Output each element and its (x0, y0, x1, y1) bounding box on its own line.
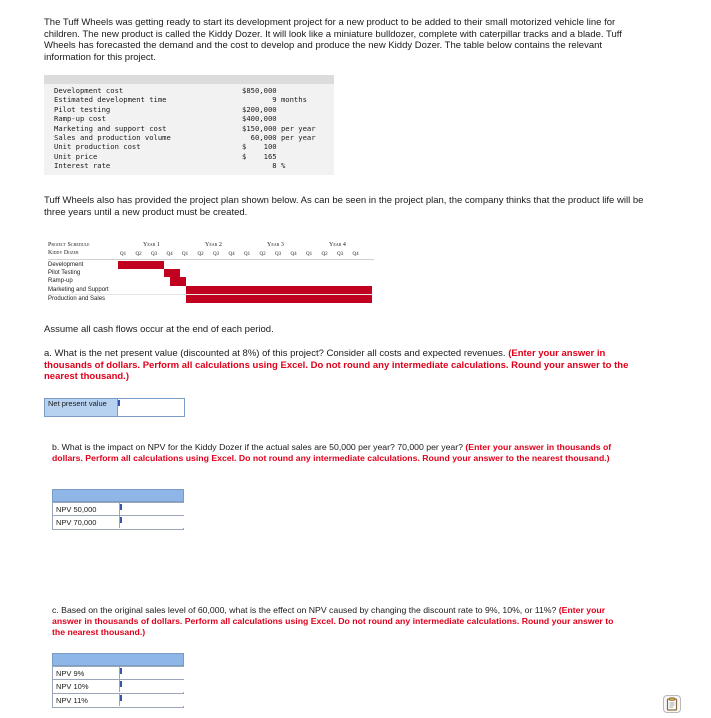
info-row (54, 161, 334, 170)
quarter-label: Q4 (166, 252, 173, 257)
info-row (54, 114, 334, 123)
info-value: $200,000 (242, 104, 277, 114)
quarter-label: Q2 (321, 252, 328, 257)
intro-paragraph: The Tuff Wheels was getting ready to start its development project for a new product to be added to their small motorized vehicle line for children. The new product is called the Kiddy Dozer. It will look like a miniature bulldozer, complete with caterpillar tracks and a blade. Tuff Wheels has forecasted the demand and the cost to develop and produce the new Kiddy Dozer. The table below contains the relevant information for this project. (44, 17, 622, 63)
question-b-instruction: (Enter your answer in thousands of dollars. Perform all calculations using Excel. Do not round any intermediate calculations. Round your answer to the nearest thousand.) (52, 442, 612, 464)
quarter-label: Q1 (244, 252, 251, 257)
npv-10-input[interactable] (119, 680, 184, 692)
assumption-text: Assume all cash flows occur at the end of each period. (44, 324, 274, 335)
info-value: $ 100 (242, 142, 277, 152)
quarter-label: Q3 (213, 252, 220, 257)
table-row (52, 666, 184, 680)
input-marker (118, 400, 120, 406)
table-row (52, 516, 184, 530)
question-a (44, 348, 644, 383)
npv-label-cell (45, 399, 118, 416)
quarter-label: Q4 (228, 252, 235, 257)
divider (48, 259, 374, 260)
row-label: NPV 70,000 (56, 518, 97, 527)
info-value: 60,000 per year (242, 133, 316, 142)
quarter-label: Q1 (182, 252, 189, 257)
info-label: Estimated development time (54, 95, 167, 105)
bar-pilot-testing (164, 269, 180, 277)
info-row (54, 95, 334, 104)
table-row (52, 502, 184, 516)
row-label: NPV 50,000 (56, 505, 97, 514)
schedule-subtitle: Kiddy Dozer (48, 250, 79, 256)
project-info-table (44, 75, 334, 175)
plan-paragraph: Tuff Wheels also has provided the project plan shown below. As can be seen in the project plan, the company thinks that the product life will be three years until a new product must be created. (44, 195, 644, 218)
divider (48, 294, 372, 295)
question-c (52, 605, 617, 639)
info-label: Pilot testing (54, 104, 111, 114)
quarter-label: Q3 (337, 252, 344, 257)
input-marker (120, 504, 122, 510)
question-b-text: b. What is the impact on NPV for the Kiddy Dozer if the actual sales are 50,000 per year? 70,000 per year? (52, 442, 466, 452)
info-value: 9 months (242, 95, 307, 105)
info-label: Unit production cost (54, 142, 141, 152)
info-row (54, 105, 334, 114)
schedule-title: Project Schedule (48, 242, 90, 248)
clipboard-icon[interactable] (663, 695, 681, 713)
info-row (54, 133, 334, 142)
quarter-label: Q4 (352, 252, 359, 257)
row-label: NPV 9% (56, 669, 85, 678)
activity-label: Development (48, 262, 84, 268)
activity-label: Production and Sales (48, 296, 106, 302)
info-value: $150,000 per year (242, 123, 316, 133)
quarter-label: Q2 (259, 252, 266, 257)
info-label: Sales and production volume (54, 133, 171, 142)
info-value: $400,000 (242, 114, 277, 124)
info-value: 8 % (242, 161, 286, 171)
input-marker (120, 668, 122, 674)
npv-9-input[interactable] (119, 667, 184, 679)
table-row (52, 694, 184, 708)
info-row (54, 142, 334, 151)
npv-sales-table (52, 489, 184, 530)
npv-50000-input[interactable] (119, 503, 184, 515)
bar-development (118, 261, 164, 269)
input-marker (120, 681, 122, 687)
row-label: NPV 11% (56, 696, 88, 705)
quarter-label: Q1 (306, 252, 313, 257)
question-a-text: a. What is the net present value (discounted at 8%) of this project? Consider all costs and expected revenues. (44, 348, 509, 359)
activity-label: Ramp-up (48, 278, 73, 284)
npv-rate-table (52, 653, 184, 708)
project-schedule (48, 240, 374, 306)
year-label: Year 4 (329, 242, 346, 248)
table-row (52, 680, 184, 694)
table-header (52, 653, 184, 666)
npv-70000-input[interactable] (119, 516, 184, 528)
activity-label: Marketing and Support (48, 287, 109, 293)
quarter-label: Q1 (120, 252, 127, 257)
info-label: Unit price (54, 151, 98, 161)
quarter-label: Q4 (290, 252, 297, 257)
info-value: $ 165 (242, 151, 277, 161)
question-c-text: c. Based on the original sales level of 60,000, what is the effect on NPV caused by changing the discount rate to 9%, 10%, or 11%? (52, 605, 559, 615)
year-label: Year 1 (143, 242, 160, 248)
info-label: Marketing and support cost (54, 123, 167, 133)
quarter-label: Q2 (197, 252, 204, 257)
npv-11-input[interactable] (119, 694, 184, 706)
question-c-instruction: (Enter your answer in thousands of dollars. Perform all calculations using Excel. Do not round any intermediate calculations. Round your answer to the nearest thousand.) (52, 605, 614, 638)
activity-label: Pilot Testing (48, 270, 81, 276)
info-label: Interest rate (54, 161, 111, 171)
npv-input[interactable] (117, 399, 184, 416)
info-label: Development cost (54, 86, 124, 95)
year-label: Year 2 (205, 242, 222, 248)
quarter-label: Q3 (151, 252, 158, 257)
info-row (54, 86, 334, 95)
info-row (54, 152, 334, 161)
input-marker (120, 517, 122, 523)
table-header (52, 489, 184, 502)
info-label: Ramp-up cost (54, 114, 106, 124)
quarter-label: Q3 (275, 252, 282, 257)
npv-answer-row (44, 398, 185, 417)
row-label: NPV 10% (56, 682, 89, 691)
npv-label: Net present value (48, 399, 107, 408)
input-marker (120, 695, 122, 701)
bar-ramp-up (170, 277, 186, 286)
info-value: $850,000 (242, 86, 277, 95)
quarter-label: Q2 (135, 252, 142, 257)
question-b (52, 442, 627, 464)
clipboard-glyph (664, 696, 680, 712)
question-a-instruction: (Enter your answer in thousands of dollars. Perform all calculations using Excel. Do not round any intermediate calculations. Round your answer to the nearest thousand.) (44, 348, 629, 383)
year-label: Year 3 (267, 242, 284, 248)
info-row (54, 124, 334, 133)
